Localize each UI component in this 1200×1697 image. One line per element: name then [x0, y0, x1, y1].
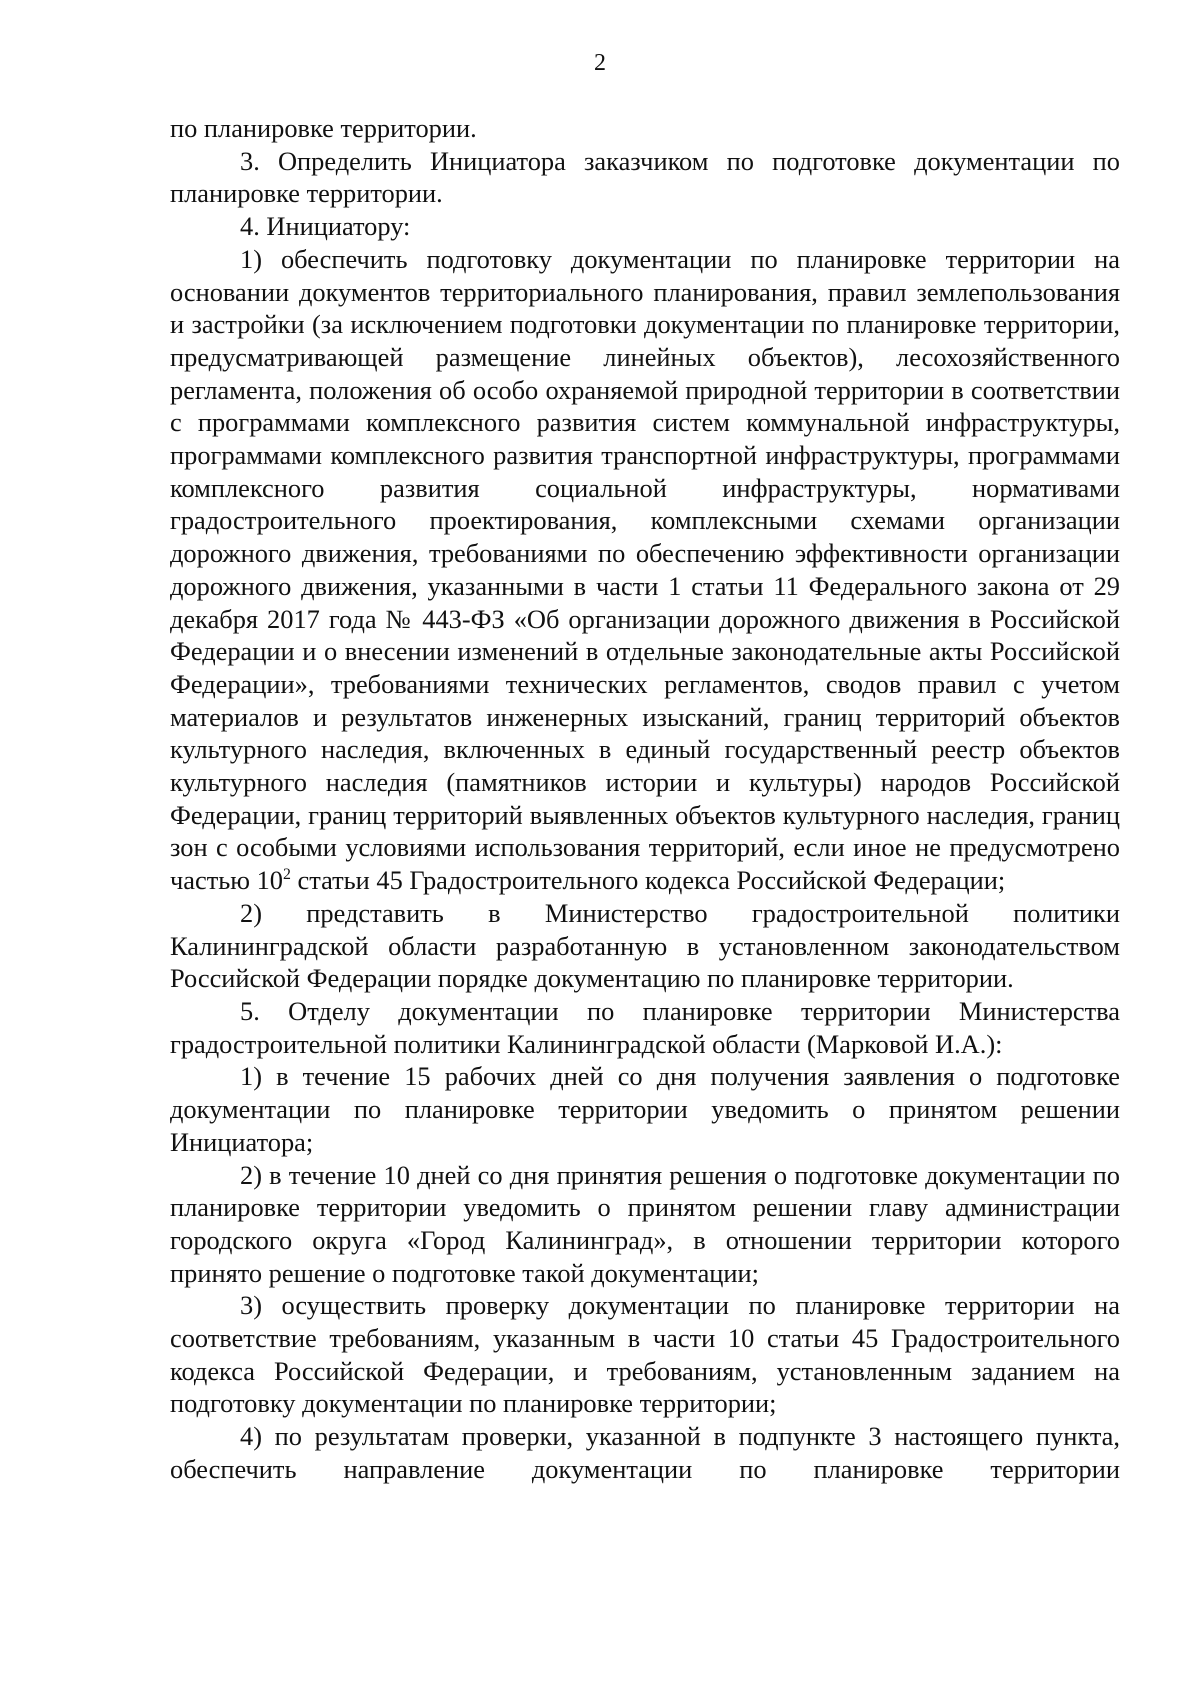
superscript: 2	[282, 866, 291, 884]
paragraph-item-5-3: 3) осуществить проверку документации по планировке территории на соответствие требованиям, указанным в части 10 статьи 45 Градостроительного кодекса Российской Федерации, и требованиям, установленным заданием на подготовку документации по планировке территории;	[170, 1290, 1120, 1419]
paragraph-item-4-1-text: 1) обеспечить подготовку документации по планировке территории на основании документов территориального планирования, правил землепользования и застройки (за исключением подготовки документации по планировке территории, предусматривающей размещение линейных объектов), лесохозяйственного регламента, положения об особо охраняемой природной территории в соответствии с программами комплексного развития систем коммунальной инфраструктуры, программами комплексного развития транспортной инфраструктуры, программами комплексного развития социальной инфраструктуры, нормативами градостроительного проектирования, комплексными схемами организации дорожного движения, требованиями по обеспечению эффективности организации дорожного движения, указанными в части 1 статьи 11 Федерального закона от 29 декабря 2017 года № 443-ФЗ «Об организации дорожного движения в Российской Федерации и о внесении изменений в отдельные законодательные акты Российской Федерации», требованиями технических регламентов, сводов правил с учетом материалов и результатов инженерных изысканий, границ территорий объектов культурного наследия, включенных в единый государственный реестр объектов культурного наследия (памятников истории и культуры) народов Российской Федерации, границ территорий выявленных объектов культурного наследия, границ зон с особыми условиями использования территорий, если иное не предусмотрено частью 10	[170, 243, 1120, 896]
paragraph-item-5-2: 2) в течение 10 дней со дня принятия решения о подготовке документации по планировке территории уведомить о принятом решении главу администрации городского округа «Город Калининград», в отношении территории которого принято решение о подготовке такой документации;	[170, 1159, 1120, 1288]
paragraph-item-5-4: 4) по результатам проверки, указанной в подпункте 3 настоящего пункта, обеспечить направление документации по планировке территории	[170, 1421, 1120, 1484]
paragraph-item-5: 5. Отделу документации по планировке территории Министерства градостроительной политики Калининградской области (Марковой И.А.):	[170, 995, 1120, 1059]
page-number: 2	[594, 50, 606, 76]
paragraph-item-4: 4. Инициатору:	[240, 211, 411, 242]
paragraph-item-5-1: 1) в течение 15 рабочих дней со дня получения заявления о подготовке документации по планировке территории уведомить о принятом решении Инициатора;	[170, 1061, 1120, 1157]
paragraph-item-4-1-tail: статьи 45 Градостроительного кодекса Российской Федерации;	[290, 865, 1006, 896]
document-body	[170, 112, 1120, 1486]
paragraph-item-4-1	[170, 243, 1120, 897]
paragraph-item-4-2: 2) представить в Министерство градостроительной политики Калининградской области разработанную в установленном законодательством Российской Федерации порядке документацию по планировке территории.	[170, 897, 1120, 994]
paragraph-continuation: по планировке территории.	[170, 113, 477, 143]
paragraph-item-3: 3. Определить Инициатора заказчиком по подготовке документации по планировке территории.	[170, 145, 1120, 209]
